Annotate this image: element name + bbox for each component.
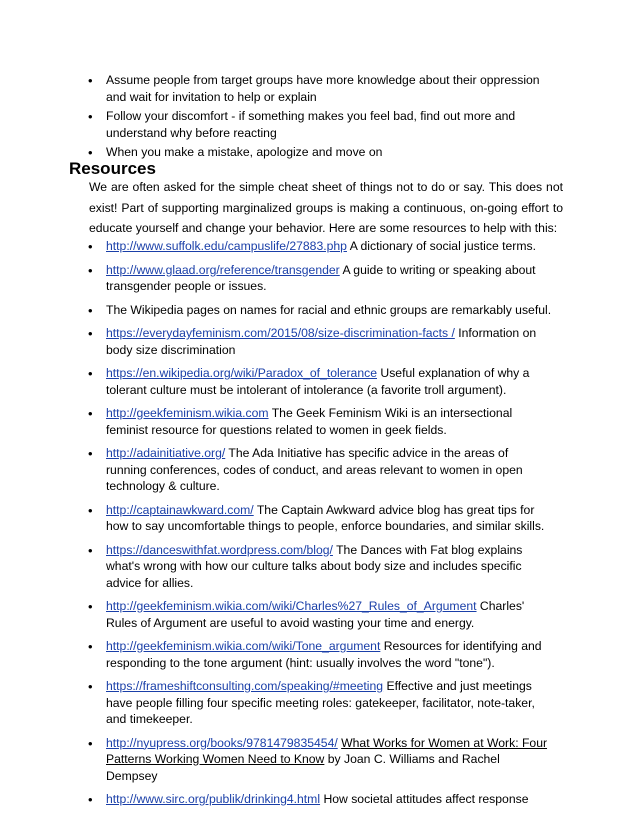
resource-link[interactable]: http://captainawkward.com/: [106, 502, 254, 517]
list-item: [0, 365, 638, 398]
resource-link[interactable]: http://www.glaad.org/reference/transgender: [106, 262, 340, 277]
resource-link[interactable]: http://www.sirc.org/publik/drinking4.html: [106, 792, 321, 806]
resource-link[interactable]: https://frameshiftconsulting.com/speaking/#meeting: [106, 679, 384, 693]
list-item: [0, 598, 638, 631]
resource-description: How societal attitudes affect response: [323, 792, 529, 806]
resource-description: The Captain Awkward advice blog has great tips for how to say uncomfortable things to people, enforce boundaries, and similar skills.: [106, 502, 545, 533]
resources-intro: We are often asked for the simple cheat sheet of things not to do or say. This does not exist! Part of supporting marginalized groups is making a continuous, on-going effort to educate yourself and change your behavior. Here are some resources to help with this:: [89, 180, 563, 235]
resource-description: The Ada Initiative has specific advice in the areas of running conferences, codes of conduct, and areas relevant to women in open technology & culture.: [106, 446, 523, 493]
resource-description: The Geek Feminism Wiki is an intersectional feminist resource for questions related to women in geek fields.: [106, 406, 513, 437]
resource-link[interactable]: http://geekfeminism.wikia.com/wiki/Charles%27_Rules_of_Argument: [106, 599, 477, 613]
resource-description: A dictionary of social justice terms.: [349, 239, 536, 253]
resource-description: Effective and just meetings have people filling four specific meeting roles: gatekeeper, facilitator, note-taker, and timekeeper.: [106, 679, 535, 726]
list-item: [0, 445, 638, 495]
resource-link[interactable]: http://nyupress.org/books/9781479835454/: [106, 735, 338, 750]
list-item: [0, 325, 638, 358]
list-item: [0, 502, 638, 535]
list-item: [0, 262, 638, 295]
book-title: What Works for Women at Work: Four Patterns Working Women Need to Know: [106, 735, 548, 766]
list-item: [0, 791, 638, 808]
list-item: [0, 405, 638, 438]
list-item: • When you make a mistake, apologize and move on: [0, 144, 638, 161]
resource-description: Useful explanation of why a tolerant culture must be intolerant of intolerance (a favorite troll argument).: [106, 366, 530, 397]
resource-description: A guide to writing or speaking about transgender people or issues.: [106, 262, 536, 293]
resource-link[interactable]: http://adainitiative.org/: [106, 446, 226, 460]
resource-description: Resources for identifying and responding to the tone argument (hint: usually involves the word "tone").: [106, 639, 542, 670]
resource-link[interactable]: http://www.suffolk.edu/campuslife/27883.php: [106, 239, 347, 253]
resource-description: Charles' Rules of Argument are useful to avoid wasting your time and energy.: [106, 599, 525, 630]
resource-description: Information on body size discrimination: [106, 326, 537, 357]
resource-description: by Joan C. Williams and Rachel Dempsey: [106, 752, 500, 783]
resource-link[interactable]: https://everydayfeminism.com/2015/08/size-discrimination-facts /: [106, 326, 455, 340]
list-item: [0, 678, 638, 728]
top-bullet-list: [0, 72, 638, 163]
list-item: • Assume people from target groups have more knowledge about their oppression and wait for invitation to help or explain: [0, 72, 638, 106]
list-item: • Follow your discomfort - if something makes you feel bad, find out more and understand why before reacting: [0, 108, 638, 142]
resource-link[interactable]: http://geekfeminism.wikia.com: [106, 406, 269, 420]
resource-link[interactable]: http://geekfeminism.wikia.com/wiki/Tone_argument: [106, 639, 381, 653]
resource-link[interactable]: https://en.wikipedia.org/wiki/Paradox_of_tolerance: [106, 366, 377, 380]
resource-link[interactable]: https://danceswithfat.wordpress.com/blog/: [106, 542, 333, 557]
list-item: [0, 542, 638, 592]
resources-list: [0, 238, 638, 815]
resource-description: The Dances with Fat blog explains what's wrong with how our culture talks about body size and includes specific advice for allies.: [106, 542, 523, 590]
resource-description: The Wikipedia pages on names for racial and ethnic groups are remarkably useful.: [106, 302, 552, 317]
list-item: [0, 638, 638, 671]
list-item: [0, 238, 638, 255]
list-item: [0, 302, 638, 319]
resources-heading: Resources: [69, 159, 156, 178]
list-item: [0, 735, 638, 785]
